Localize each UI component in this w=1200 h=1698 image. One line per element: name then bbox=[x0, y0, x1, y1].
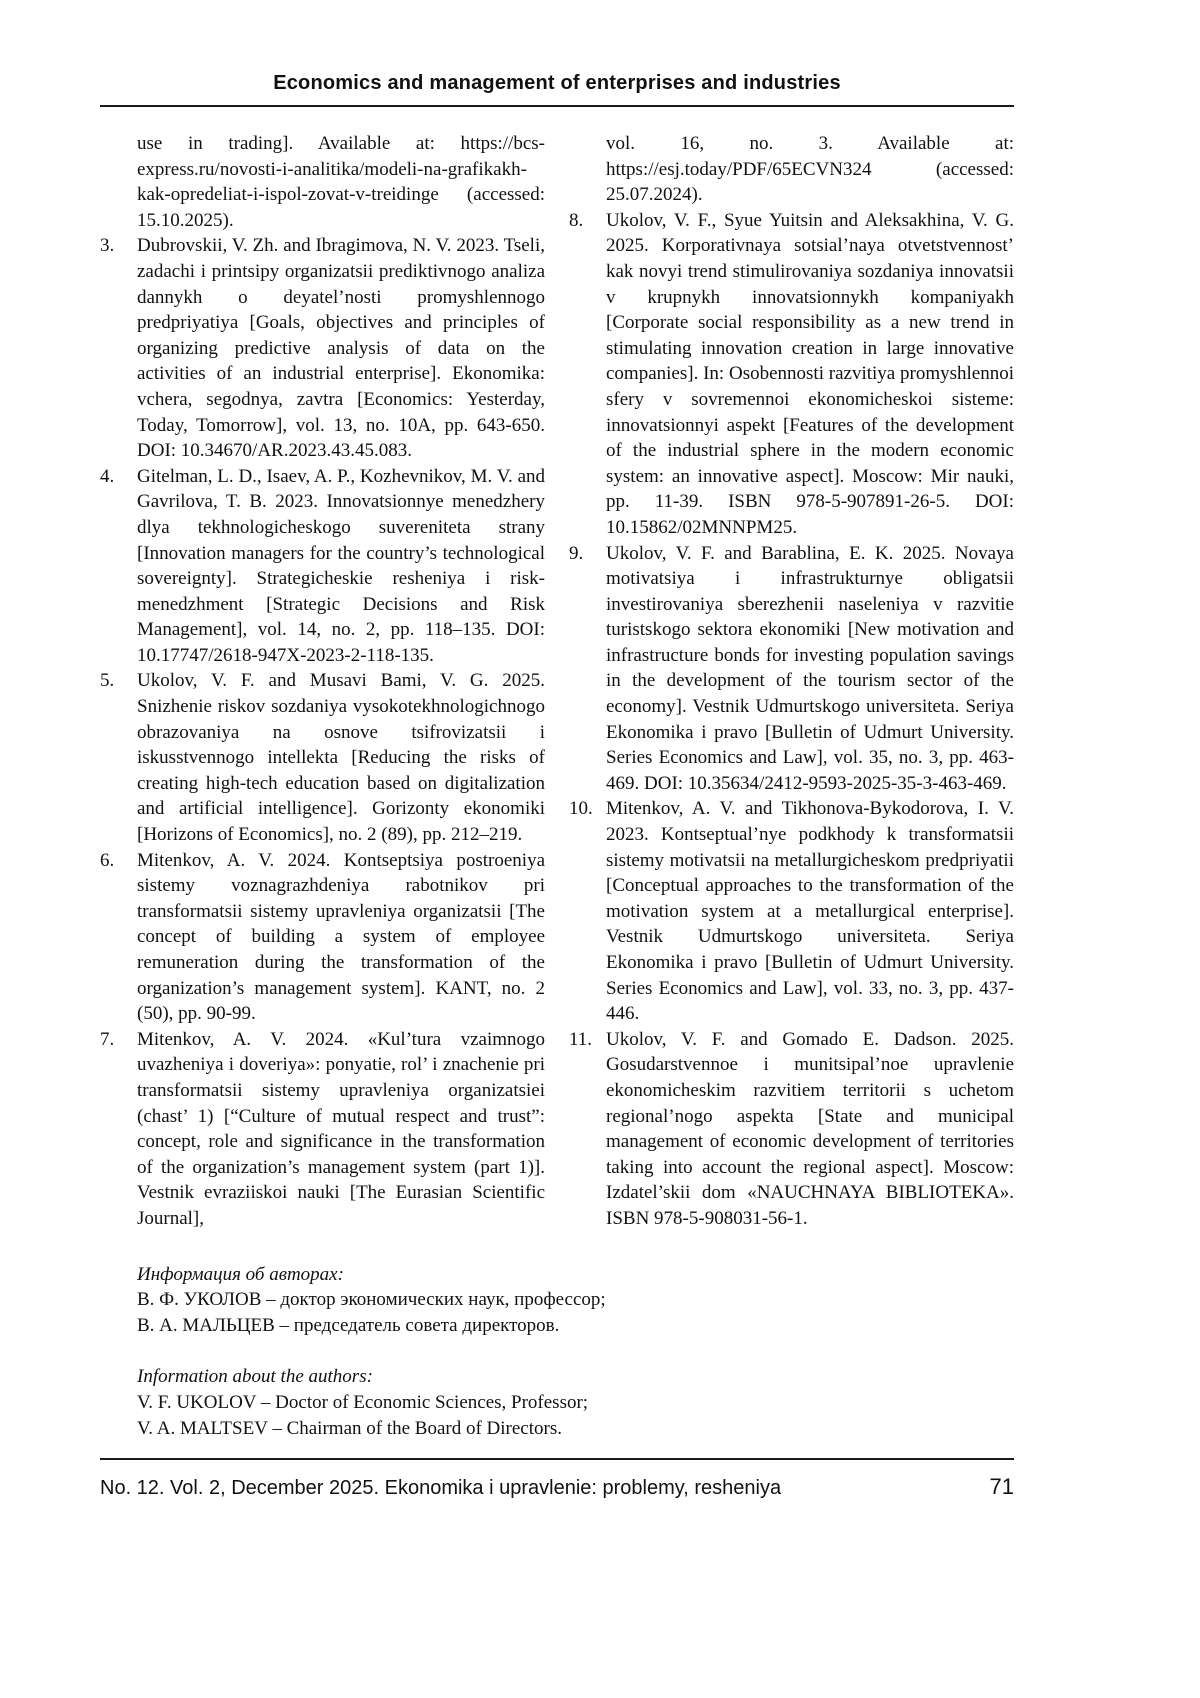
running-head-title: Economics and management of enterprises and industries bbox=[100, 72, 1014, 107]
reference-number: 3. bbox=[100, 235, 115, 257]
reference-text: vol. 16, no. 3. Available at: https://esj.today/PDF/65ECVN324 (accessed: 25.07.2024). bbox=[606, 133, 1014, 206]
reference-text: Ukolov, V. F., Syue Yuitsin and Aleksakhina, V. G. 2025. Korporativnaya sotsial’naya otvetstvennost’ kak novyi trend stimulirovaniya sozdaniya innovatsii v krupnykh innovatsionnykh kompaniyakh [Corporate social responsibility as a new trend in stimulating innovation creation in large innovative companies]. In: Osobennosti razvitiya promyshlennoi sfery v sovremennoi ekonomicheskoi sisteme: innovatsionnyi aspekt [Features of the development of the industrial sphere in the modern economic system: an innovative aspect]. Moscow: Mir nauki, pp. 11-39. ISBN 978-5-907891-26-5. DOI: 10.15862/02MNNPM25. bbox=[606, 209, 1014, 538]
reference-item bbox=[100, 464, 545, 669]
reference-item bbox=[569, 541, 1014, 797]
authors-info-en-heading: Information about the authors: bbox=[137, 1366, 373, 1388]
authors-info-ru-heading: Информация об авторах: bbox=[137, 1263, 344, 1285]
reference-item bbox=[569, 208, 1014, 541]
author-line: В. А. МАЛЬЦЕВ – председатель совета директоров. bbox=[137, 1314, 560, 1336]
reference-item bbox=[100, 848, 545, 1027]
reference-item bbox=[569, 1027, 1014, 1232]
reference-item bbox=[100, 233, 545, 463]
references-columns bbox=[100, 131, 1014, 1232]
reference-item bbox=[100, 668, 545, 847]
reference-item bbox=[100, 1027, 545, 1232]
reference-item bbox=[100, 131, 545, 233]
references-column-left bbox=[100, 131, 545, 1232]
references-column-right bbox=[569, 131, 1014, 1232]
author-line: V. A. MALTSEV – Chairman of the Board of Directors. bbox=[137, 1417, 562, 1439]
reference-item bbox=[569, 796, 1014, 1026]
authors-info-section bbox=[100, 1262, 1014, 1442]
reference-text: Mitenkov, A. V. 2024. «Kul’tura vzaimnogo uvazheniya i doveriya»: ponyatie, rol’ i znachenie pri transformatsii sistemy upravleniya organizatsiei (chast’ 1) [“Culture of mutual respect and trust”: concept, role and significance in the transformation of the organization’s management system (part 1)]. Vestnik evraziiskoi nauki [The Eurasian Scientific Journal], bbox=[137, 1028, 545, 1229]
reference-number: 4. bbox=[100, 465, 115, 487]
reference-number: 5. bbox=[100, 670, 115, 692]
reference-text: use in trading]. Available at: https://bcs-express.ru/novosti-i-analitika/modeli-na-grafikakh-kak-opredeliat-i-ispol-zovat-v-treidinge (accessed: 15.10.2025). bbox=[137, 133, 545, 231]
footer-issue-line: No. 12. Vol. 2, December 2025. Ekonomika i upravlenie: problemy, resheniya bbox=[100, 1477, 782, 1499]
reference-item bbox=[569, 131, 1014, 208]
author-line: В. Ф. УКОЛОВ – доктор экономических наук, профессор; bbox=[137, 1289, 606, 1311]
reference-number: 9. bbox=[569, 542, 584, 564]
reference-number: 11. bbox=[569, 1028, 593, 1050]
reference-text: Gitelman, L. D., Isaev, A. P., Kozhevnikov, M. V. and Gavrilova, T. B. 2023. Innovatsionnye menedzhery dlya tekhnologicheskogo suvereniteta strany [Innovation managers for the country’s technological sovereignty]. Strategicheskie resheniya i risk-menedzhment [Strategic Decisions and Risk Management], vol. 14, no. 2, pp. 118–135. DOI: 10.17747/2618-947X-2023-2-118-135. bbox=[137, 465, 545, 666]
reference-number: 10. bbox=[569, 798, 593, 820]
reference-number: 7. bbox=[100, 1028, 115, 1050]
reference-text: Mitenkov, A. V. and Tikhonova-Bykodorova, I. V. 2023. Kontseptual’nye podkhody k transformatsii sistemy motivatsii na metallurgicheskom predpriyatii [Conceptual approaches to the transformation of the motivation system at a metallurgical enterprise]. Vestnik Udmurtskogo universiteta. Seriya Ekonomika i pravo [Bulletin of Udmurt University. Series Economics and Law], vol. 33, no. 3, pp. 437-446. bbox=[606, 798, 1014, 1025]
reference-text: Mitenkov, A. V. 2024. Kontseptsiya postroeniya sistemy voznagrazhdeniya rabotnikov pri transformatsii sistemy upravleniya organizatsii [The concept of building a system of employee remuneration during the transformation of the organization’s management system]. KANT, no. 2 (50), pp. 90-99. bbox=[137, 849, 545, 1025]
page-number: 71 bbox=[989, 1474, 1014, 1499]
reference-text: Ukolov, V. F. and Gomado E. Dadson. 2025. Gosudarstvennoe i munitsipal’noe upravlenie ekonomicheskim razvitiem territorii s uchetom regional’nogo aspekta [State and municipal management of economic development of territories taking into account the regional aspect]. Moscow: Izdatel’skii dom «NAUCHNAYA BIBLIOTEKA». ISBN 978-5-908031-56-1. bbox=[606, 1028, 1014, 1229]
authors-info-ru bbox=[137, 1262, 1014, 1339]
authors-info-en bbox=[137, 1364, 1014, 1441]
reference-number: 6. bbox=[100, 849, 115, 871]
page-footer bbox=[100, 1458, 1014, 1500]
author-line: V. F. UKOLOV – Doctor of Economic Sciences, Professor; bbox=[137, 1391, 589, 1413]
reference-text: Dubrovskii, V. Zh. and Ibragimova, N. V. 2023. Tseli, zadachi i printsipy organizatsii prediktivnogo analiza dannykh o deyatel’nosti promyshlennogo predpriyatiya [Goals, objectives and principles of organizing predictive analysis of data on the activities of an industrial enterprise]. Ekonomika: vchera, segodnya, zavtra [Economics: Yesterday, Today, Tomorrow], vol. 13, no. 10A, pp. 643-650. DOI: 10.34670/AR.2023.43.45.083. bbox=[137, 235, 545, 462]
reference-number: 8. bbox=[569, 209, 584, 231]
reference-text: Ukolov, V. F. and Barablina, E. K. 2025. Novaya motivatsiya i infrastrukturnye obligatsii investirovaniya sberezhenii naseleniya v razvitie turistskogo sektora ekonomiki [New motivation and infrastructure bonds for investing population savings in the development of the tourism sector of the economy]. Vestnik Udmurtskogo universiteta. Seriya Ekonomika i pravo [Bulletin of Udmurt University. Series Economics and Law], vol. 35, no. 3, pp. 463-469. DOI: 10.35634/2412-9593-2025-35-3-463-469. bbox=[606, 542, 1014, 794]
reference-text: Ukolov, V. F. and Musavi Bami, V. G. 2025. Snizhenie riskov sozdaniya vysokotekhnologichnogo obrazovaniya na osnove tsifrovizatsii i iskusstvennogo intellekta [Reducing the risks of creating high-tech education based on digitalization and artificial intelligence]. Gorizonty ekonomiki [Horizons of Economics], no. 2 (89), pp. 212–219. bbox=[137, 670, 545, 846]
